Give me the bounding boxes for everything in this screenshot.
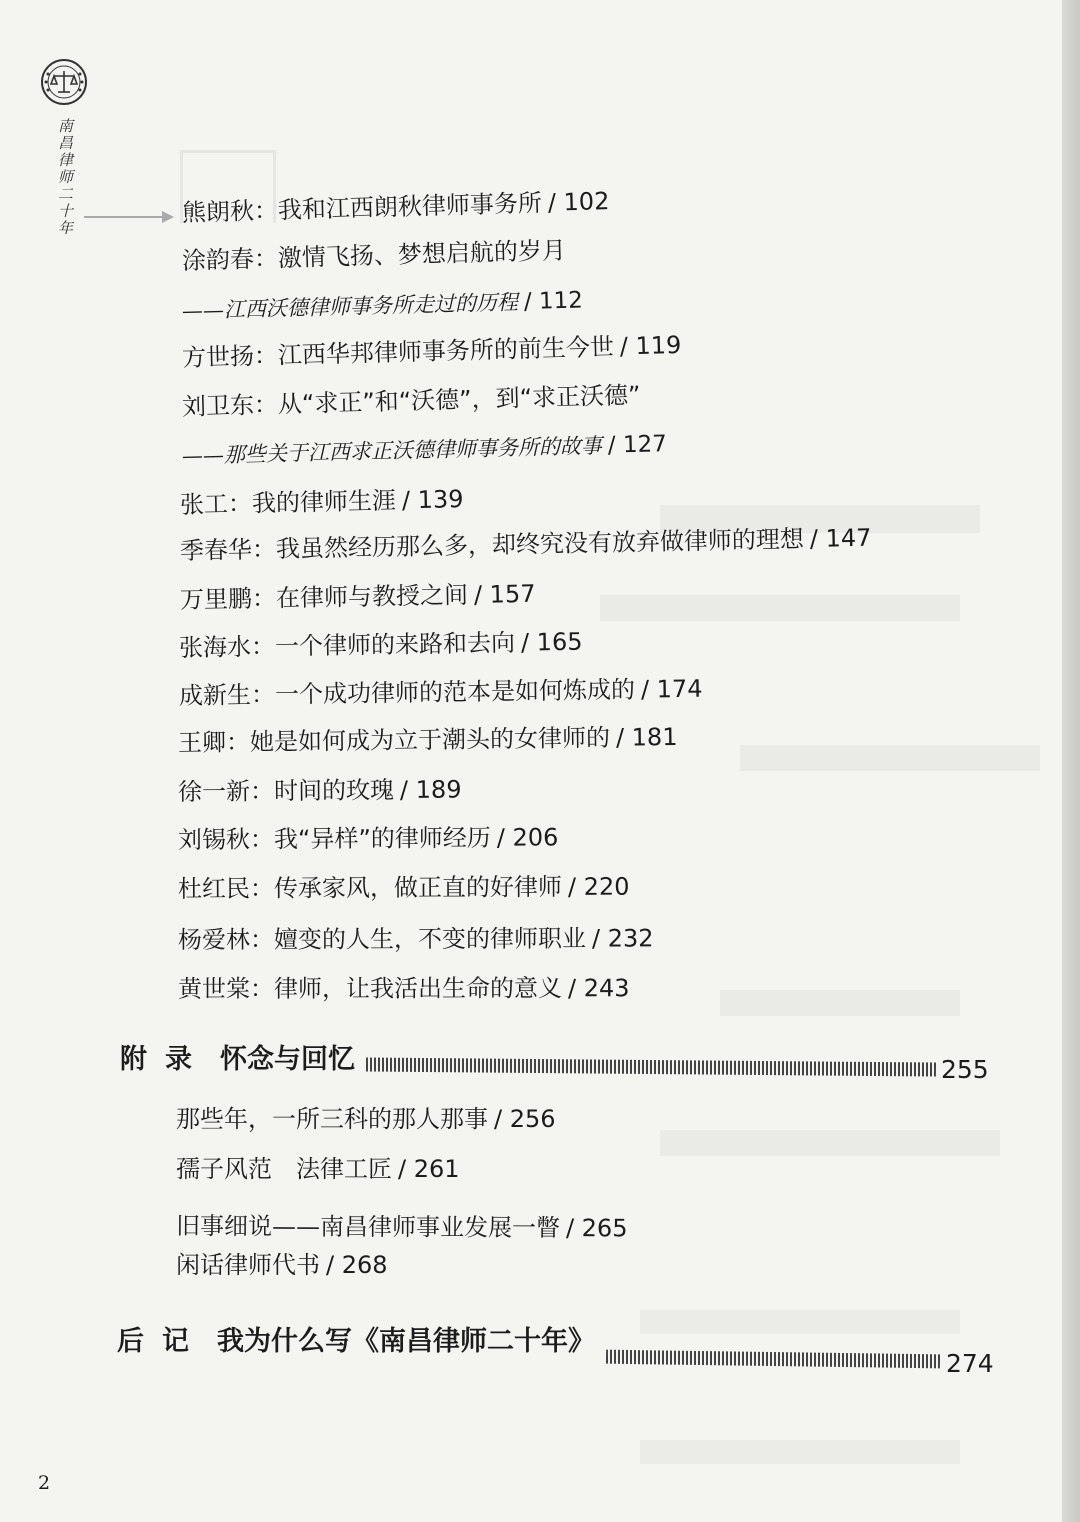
toc-entry [178, 722, 678, 758]
toc-entry [178, 775, 462, 807]
entry-title: 熊朗秋：我和江西朗秋律师事务所 [181, 188, 543, 227]
page-number: 2 [38, 1472, 51, 1494]
dot-leader [606, 1350, 940, 1369]
appendix-item [176, 1154, 460, 1184]
entry-page: / 243 [567, 974, 630, 1003]
entry-page: / 220 [567, 872, 630, 901]
toc-entry [182, 235, 573, 276]
section-title: 怀念与回忆 [220, 1044, 355, 1075]
entry-page: / 256 [494, 1105, 556, 1133]
entry-page: / 112 [523, 287, 584, 316]
entry-page: / 206 [496, 823, 559, 852]
entry-title: 张工：我的律师生涯 [179, 486, 397, 519]
section-label: 附录 [120, 1044, 210, 1075]
entry-title: 刘卫东：从“求正”和“沃德”，到“求正沃德” [181, 380, 641, 421]
entry-title: 孺子风范 法律工匠 [176, 1155, 392, 1183]
appendix-item [176, 1104, 556, 1134]
entry-page: / 189 [399, 775, 462, 805]
toc-subtitle [182, 286, 584, 326]
section-title: 我为什么写《南昌律师二十年》 [217, 1326, 595, 1357]
entry-page: / 102 [547, 187, 610, 217]
entry-page: / 165 [520, 627, 583, 657]
entry-title: 涂韵春：激情飞扬、梦想启航的岁月 [181, 236, 567, 275]
entry-title: 季春华：我虽然经历那么多，却终究没有放弃做律师的理想 [179, 525, 805, 565]
toc-entry [178, 822, 559, 855]
entry-title: 刘锡秋：我“异样”的律师经历 [177, 823, 491, 854]
entry-title: 方世扬：江西华邦律师事务所的前生今世 [181, 332, 615, 372]
entry-title: 万里鹏：在律师与教授之间 [179, 580, 469, 614]
entry-title: 闲话律师代书 [176, 1251, 320, 1279]
toc-entry [178, 923, 654, 955]
entry-title: 杨爱林：嬗变的人生，不变的律师职业 [177, 924, 587, 954]
toc-entry [178, 973, 630, 1004]
entry-page [646, 381, 647, 409]
toc-entry [182, 330, 682, 373]
appendix-item [176, 1211, 628, 1243]
entry-page: / 268 [326, 1251, 388, 1279]
toc-entry [179, 627, 583, 663]
appendix-item [176, 1250, 388, 1280]
entry-title: 徐一新：时间的玫瑰 [177, 776, 395, 806]
entry-page [571, 236, 572, 264]
entry-page: / 139 [401, 485, 464, 515]
entry-subtitle: ——那些关于江西求正沃德律师事务所的故事 [181, 433, 603, 468]
toc-entry [178, 872, 630, 904]
entry-page: / 147 [809, 523, 872, 553]
next-page-edge [1062, 0, 1080, 1522]
section-heading-afterword [117, 1325, 595, 1359]
toc-entry [182, 380, 647, 422]
entry-title: 王卿：她是如何成为立于潮头的女律师的 [177, 723, 611, 757]
entry-title: 那些年，一所三科的那人那事 [176, 1105, 488, 1133]
entry-page: / 181 [615, 722, 678, 752]
toc-subtitle [182, 429, 668, 471]
section-page-number: 255 [941, 1055, 989, 1084]
entry-page: / 119 [619, 330, 682, 361]
toc-entry [180, 484, 464, 520]
entry-subtitle: ——江西沃德律师事务所走过的历程 [181, 290, 519, 323]
section-page-number: 274 [946, 1349, 994, 1378]
entry-title: 张海水：一个律师的来路和去向 [178, 628, 516, 662]
entry-title: 成新生：一个成功律师的范本是如何炼成的 [178, 675, 636, 710]
entry-page: / 127 [607, 431, 668, 459]
running-head-book-title: 南昌律师二十年 [56, 118, 74, 237]
toc-entry [180, 579, 536, 615]
entry-page: / 157 [473, 579, 536, 609]
entry-title: 黄世棠：律师，让我活出生命的意义 [177, 974, 563, 1003]
entry-page: / 232 [591, 924, 654, 953]
entry-page: / 265 [565, 1214, 628, 1243]
toc-entry [180, 523, 872, 566]
dot-leader [366, 1058, 936, 1077]
entry-title: 旧事细说——南昌律师事业发展一瞥 [175, 1212, 561, 1243]
entry-page: / 174 [640, 674, 703, 704]
section-heading-appendix [120, 1043, 355, 1077]
toc-entry [179, 674, 703, 711]
entry-page: / 261 [398, 1155, 460, 1183]
entry-title: 杜红民：传承家风，做正直的好律师 [177, 872, 563, 903]
toc-entry [182, 186, 610, 228]
section-label: 后记 [117, 1326, 207, 1357]
